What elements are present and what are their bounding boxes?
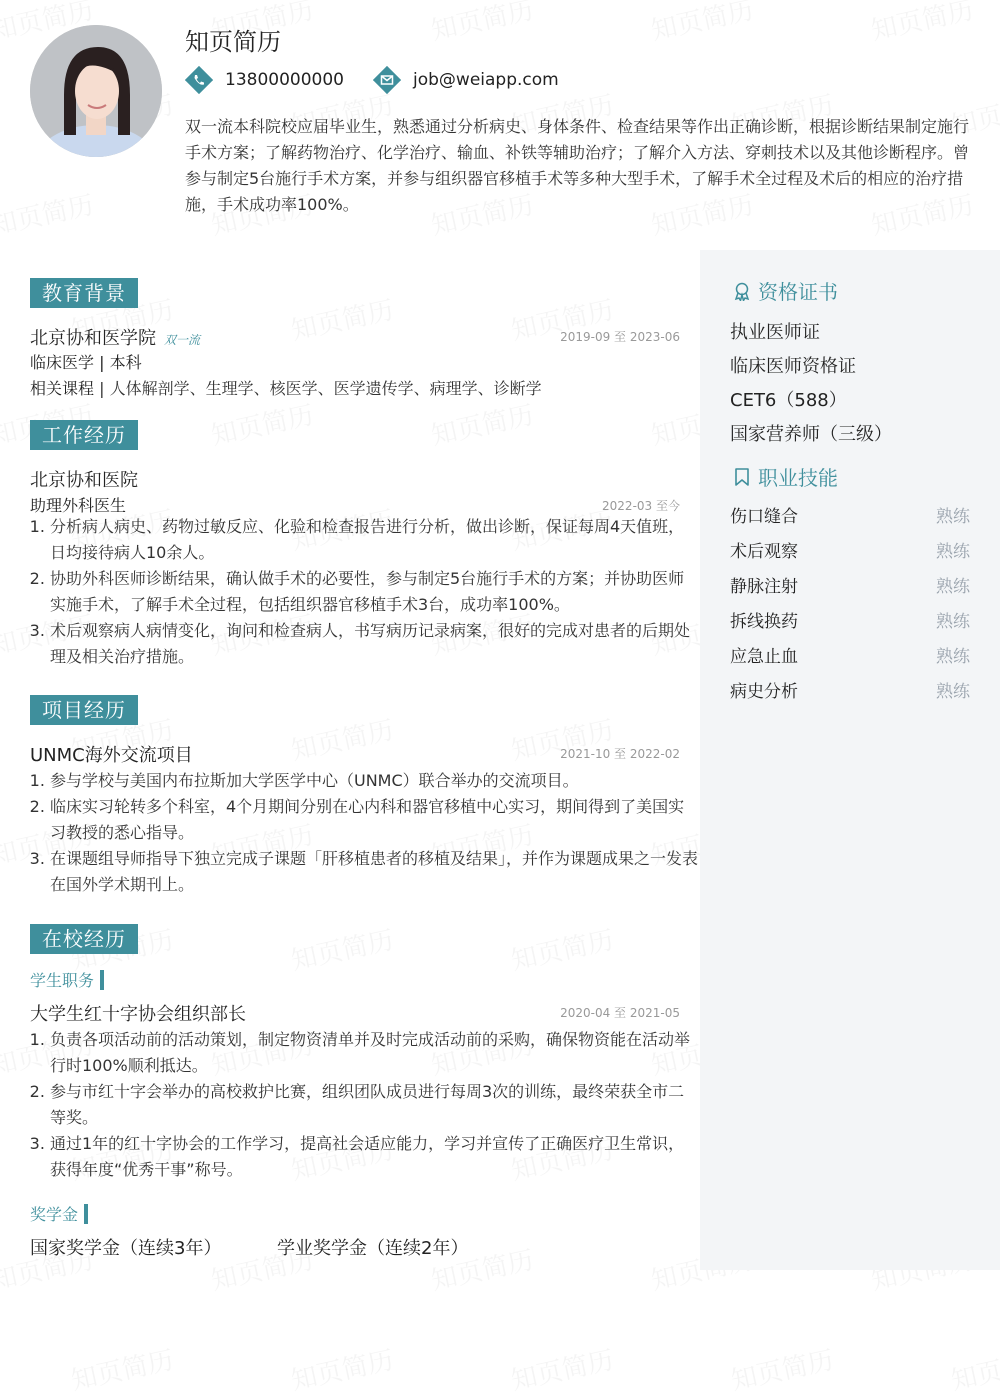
skill-row xyxy=(730,572,970,597)
list-item: 1. 负责各项活动前的活动策划，制定物资清单并及时完成活动前的采购，确保物资能在活动举行时100%顺利抵达。 xyxy=(50,1027,700,1079)
education-date: 2019-09 至 2023-06 xyxy=(560,330,680,344)
subsection-bar xyxy=(84,1204,88,1224)
watermark-text xyxy=(207,395,316,453)
certificate-item: 临床医师资格证 xyxy=(730,356,856,377)
work-date: 2022-03 至今 xyxy=(602,499,680,513)
watermark-text xyxy=(947,1340,1000,1397)
watermark-text xyxy=(507,1340,616,1397)
phone-icon xyxy=(185,66,213,94)
phone-number: 13800000000 xyxy=(225,70,344,90)
list-item: 1. 参与学校与美国内布拉斯加大学医学中心（UNMC）联合举办的交流项目。 xyxy=(50,768,700,794)
skill-name: 静脉注射 xyxy=(730,577,798,597)
subsection-scholarship xyxy=(30,1202,88,1225)
work-duties xyxy=(30,514,700,670)
sidebar-title-certificates xyxy=(732,276,838,305)
section-title-education: 教育背景 xyxy=(30,278,138,308)
skill-level: 熟练 xyxy=(936,612,970,632)
campus-date: 2020-04 至 2021-05 xyxy=(560,1006,680,1020)
project-details xyxy=(30,768,700,898)
project-date: 2021-10 至 2022-02 xyxy=(560,747,680,761)
skills-label: 职业技能 xyxy=(758,466,838,490)
list-item: 2. 临床实习轮转多个科室，4个月期间分别在心内科和器官移植中心实习，期间得到了美国实习教授的悉心指导。 xyxy=(50,794,700,846)
watermark-text xyxy=(287,1340,396,1397)
certificate-item: 国家营养师（三级） xyxy=(730,424,892,445)
phone-contact xyxy=(185,66,344,94)
subsection-label: 学生职务 xyxy=(30,971,95,990)
award-icon xyxy=(732,281,752,301)
avatar xyxy=(30,25,162,157)
watermark-text xyxy=(427,0,536,47)
courses-list: | 人体解剖学、生理学、核医学、医学遗传学、病理学、诊断学 xyxy=(94,379,542,398)
education-major: 临床医学 | 本科 xyxy=(30,353,142,372)
education-courses xyxy=(30,376,680,399)
certificate-item: 执业医师证 xyxy=(730,322,820,343)
list-item: 3. 术后观察病人病情变化，询问和检查病人，书写病历记录病案，很好的完成对患者的后期处理及相关治疗措施。 xyxy=(50,618,700,670)
watermark-text xyxy=(867,0,976,47)
courses-label: 相关课程 xyxy=(30,379,95,398)
section-title-campus: 在校经历 xyxy=(30,924,138,954)
skill-row xyxy=(730,677,970,702)
certificate-item: CET6（588） xyxy=(730,390,847,411)
sidebar-title-skills xyxy=(732,462,838,491)
skill-row xyxy=(730,642,970,667)
list-item: 2. 参与市红十字会举办的高校救护比赛，组织团队成员进行每周3次的训练，最终荣获全市二等奖。 xyxy=(50,1079,700,1131)
profile-summary: 双一流本科院校应届毕业生，熟悉通过分析病史、身体条件、检查结果等作出正确诊断，根据诊断结果制定施行手术方案；了解药物治疗、化学治疗、输血、补铁等辅助治疗；了解介入方法、穿刺技术以及其他诊断程序。曾参与制定5台施行手术方案，并参与组织器官移植手术等多种大型手术，了解手术全过程及术后的相应的治疗措施，手术成功率100%。 xyxy=(185,117,970,214)
skill-name: 伤口缝合 xyxy=(730,507,798,527)
list-item: 1. 分析病人病史、药物过敏反应、化验和检查报告进行分析，做出诊断，保证每周4天值班，日均接待病人10余人。 xyxy=(50,514,700,566)
email-contact xyxy=(373,66,559,94)
school-name: 北京协和医学院 xyxy=(30,328,156,349)
bookmark-icon xyxy=(732,467,752,487)
resume-name: 知页简历 xyxy=(185,28,281,56)
skill-level: 熟练 xyxy=(936,682,970,702)
watermark-text xyxy=(0,185,97,243)
list-item: 3. 通过1年的红十字协会的工作学习，提高社会适应能力，学习并宣传了正确医疗卫生常识，获得年度“优秀干事”称号。 xyxy=(50,1131,700,1183)
award-item: 国家奖学金（连续3年） xyxy=(30,1238,222,1259)
work-role: 助理外科医生 xyxy=(30,496,127,515)
certificates-label: 资格证书 xyxy=(758,280,838,304)
skill-row xyxy=(730,502,970,527)
mail-icon xyxy=(373,66,401,94)
list-item: 3. 在课题组导师指导下独立完成子课题「肝移植患者的移植及结果」，并作为课题成果之一发表在国外学术期刊上。 xyxy=(50,846,700,898)
watermark-text xyxy=(427,395,536,453)
skill-row xyxy=(730,607,970,632)
skill-name: 术后观察 xyxy=(730,542,798,562)
watermark-text xyxy=(287,920,396,978)
skill-name: 病史分析 xyxy=(730,682,798,702)
award-item: 学业奖学金（连续2年） xyxy=(277,1238,469,1259)
work-org: 北京协和医院 xyxy=(30,470,138,491)
email-address: job@weiapp.com xyxy=(413,70,559,90)
watermark-text xyxy=(727,1340,836,1397)
watermark-text xyxy=(67,1340,176,1397)
subsection-bar xyxy=(100,970,104,990)
campus-details xyxy=(30,1027,700,1183)
skill-row xyxy=(730,537,970,562)
skill-level: 熟练 xyxy=(936,507,970,527)
avatar-photo xyxy=(30,25,162,157)
project-name: UNMC海外交流项目 xyxy=(30,745,193,766)
skill-level: 熟练 xyxy=(936,577,970,597)
school-tag: 双一流 xyxy=(164,333,201,347)
list-item: 2. 协助外科医师诊断结果，确认做手术的必要性，参与制定5台施行手术的方案；并协助医师实施手术，了解手术全过程，包括组织器官移植手术3台，成功率100%。 xyxy=(50,566,700,618)
watermark-text xyxy=(647,0,756,47)
section-title-project: 项目经历 xyxy=(30,695,138,725)
subsection-student-role xyxy=(30,968,104,991)
section-title-work: 工作经历 xyxy=(30,420,138,450)
campus-position: 大学生红十字协会组织部长 xyxy=(30,1004,246,1025)
skill-level: 熟练 xyxy=(936,647,970,667)
skill-name: 应急止血 xyxy=(730,647,798,667)
skill-name: 拆线换药 xyxy=(730,612,798,632)
watermark-text xyxy=(507,920,616,978)
subsection-label: 奖学金 xyxy=(30,1205,79,1224)
skill-level: 熟练 xyxy=(936,542,970,562)
